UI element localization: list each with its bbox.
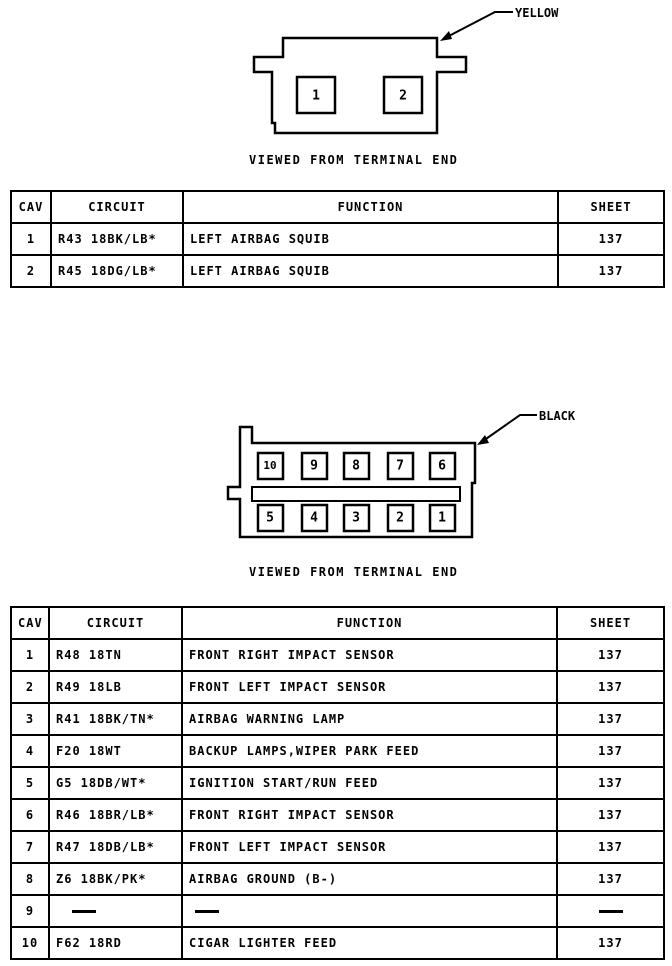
- cell-circuit: F62 18RD: [49, 927, 182, 959]
- table-row: [11, 671, 664, 703]
- cell-function: FRONT RIGHT IMPACT SENSOR: [182, 639, 557, 671]
- connector-2-pin-label-4: 4: [310, 510, 318, 526]
- cell-cav: 5: [11, 767, 49, 799]
- connector-1-housing: [254, 38, 466, 133]
- dash-mark: [72, 910, 96, 913]
- connector-2-diagram: [0, 395, 672, 545]
- cell-sheet: 137: [557, 767, 664, 799]
- connector-2-table: [10, 606, 665, 960]
- table-row: [11, 767, 664, 799]
- cell-sheet: 137: [558, 223, 664, 255]
- connector-2-pin-label-5: 5: [266, 510, 274, 526]
- connector-2-pin-label-6: 6: [438, 458, 446, 474]
- cell-sheet: 137: [557, 831, 664, 863]
- cell-function: BACKUP LAMPS,WIPER PARK FEED: [182, 735, 557, 767]
- cell-circuit: R49 18LB: [49, 671, 182, 703]
- cell-sheet: 137: [557, 799, 664, 831]
- cell-function: AIRBAG WARNING LAMP: [182, 703, 557, 735]
- cell-cav: 8: [11, 863, 49, 895]
- cell-sheet: 137: [557, 735, 664, 767]
- connector-1-diagram: [0, 0, 672, 140]
- cell-sheet: 137: [557, 639, 664, 671]
- cell-function: CIGAR LIGHTER FEED: [182, 927, 557, 959]
- header-function: FUNCTION: [182, 607, 557, 639]
- connector-2-color-label: BLACK: [539, 409, 576, 423]
- connector-1-table: [10, 190, 665, 288]
- cell-cav: 9: [11, 895, 49, 927]
- cell-function: AIRBAG GROUND (B-): [182, 863, 557, 895]
- cell-circuit: R48 18TN: [49, 639, 182, 671]
- connector-1-pin-label-1: 1: [312, 88, 320, 104]
- header-cav: CAV: [11, 607, 49, 639]
- connector-1-leader-line: [445, 12, 513, 38]
- header-cav: CAV: [11, 191, 51, 223]
- table-row: [11, 863, 664, 895]
- cell-circuit-empty: [49, 895, 182, 927]
- table-row: [11, 639, 664, 671]
- cell-circuit: R41 18BK/TN*: [49, 703, 182, 735]
- connector-2-pin-label-3: 3: [352, 510, 360, 526]
- cell-sheet-empty: [557, 895, 664, 927]
- dash-mark: [195, 910, 219, 913]
- header-sheet: SHEET: [557, 607, 664, 639]
- table-row: [11, 703, 664, 735]
- table-row: [11, 927, 664, 959]
- cell-circuit: R43 18BK/LB*: [51, 223, 183, 255]
- cell-cav: 7: [11, 831, 49, 863]
- cell-sheet: 137: [557, 703, 664, 735]
- cell-circuit: Z6 18BK/PK*: [49, 863, 182, 895]
- connector-2-view-caption: VIEWED FROM TERMINAL END: [249, 565, 459, 579]
- cell-function-empty: [182, 895, 557, 927]
- cell-function: FRONT LEFT IMPACT SENSOR: [182, 831, 557, 863]
- table-header-row: [11, 191, 664, 223]
- table-row: [11, 831, 664, 863]
- cell-circuit: F20 18WT: [49, 735, 182, 767]
- cell-cav: 10: [11, 927, 49, 959]
- table-row: [11, 255, 664, 287]
- cell-cav: 2: [11, 671, 49, 703]
- table-row: [11, 799, 664, 831]
- header-function: FUNCTION: [183, 191, 558, 223]
- connector-2-leader-line: [483, 415, 537, 441]
- cell-function: FRONT RIGHT IMPACT SENSOR: [182, 799, 557, 831]
- table-row: [11, 895, 664, 927]
- connector-2-leader-arrow: [477, 435, 489, 445]
- cell-circuit: R46 18BR/LB*: [49, 799, 182, 831]
- table-header-row: [11, 607, 664, 639]
- connector-2-pin-label-9: 9: [310, 458, 318, 474]
- table-row: [11, 223, 664, 255]
- connector-2-pin-label-7: 7: [396, 458, 404, 474]
- cell-sheet: 137: [557, 671, 664, 703]
- cell-cav: 1: [11, 639, 49, 671]
- cell-function: LEFT AIRBAG SQUIB: [183, 255, 558, 287]
- cell-circuit: R47 18DB/LB*: [49, 831, 182, 863]
- cell-function: IGNITION START/RUN FEED: [182, 767, 557, 799]
- cell-cav: 2: [11, 255, 51, 287]
- cell-cav: 6: [11, 799, 49, 831]
- table-row: [11, 735, 664, 767]
- header-circuit: CIRCUIT: [49, 607, 182, 639]
- dash-mark: [599, 910, 623, 913]
- cell-sheet: 137: [557, 863, 664, 895]
- connector-1-color-label: YELLOW: [515, 6, 559, 20]
- cell-function: FRONT LEFT IMPACT SENSOR: [182, 671, 557, 703]
- header-circuit: CIRCUIT: [51, 191, 183, 223]
- cell-cav: 3: [11, 703, 49, 735]
- connector-2-pin-label-10: 10: [263, 459, 277, 472]
- cell-sheet: 137: [557, 927, 664, 959]
- connector-1-leader-arrow: [440, 31, 452, 41]
- connector-1-view-caption: VIEWED FROM TERMINAL END: [249, 153, 459, 167]
- connector-2-pin-label-2: 2: [396, 510, 404, 526]
- header-sheet: SHEET: [558, 191, 664, 223]
- connector-2-pin-label-1: 1: [438, 510, 446, 526]
- cell-cav: 1: [11, 223, 51, 255]
- cell-sheet: 137: [558, 255, 664, 287]
- cell-function: LEFT AIRBAG SQUIB: [183, 223, 558, 255]
- cell-cav: 4: [11, 735, 49, 767]
- cell-circuit: G5 18DB/WT*: [49, 767, 182, 799]
- connector-1-pin-label-2: 2: [399, 88, 407, 104]
- connector-2-center-web: [252, 487, 460, 501]
- connector-2-pin-label-8: 8: [352, 458, 360, 474]
- cell-circuit: R45 18DG/LB*: [51, 255, 183, 287]
